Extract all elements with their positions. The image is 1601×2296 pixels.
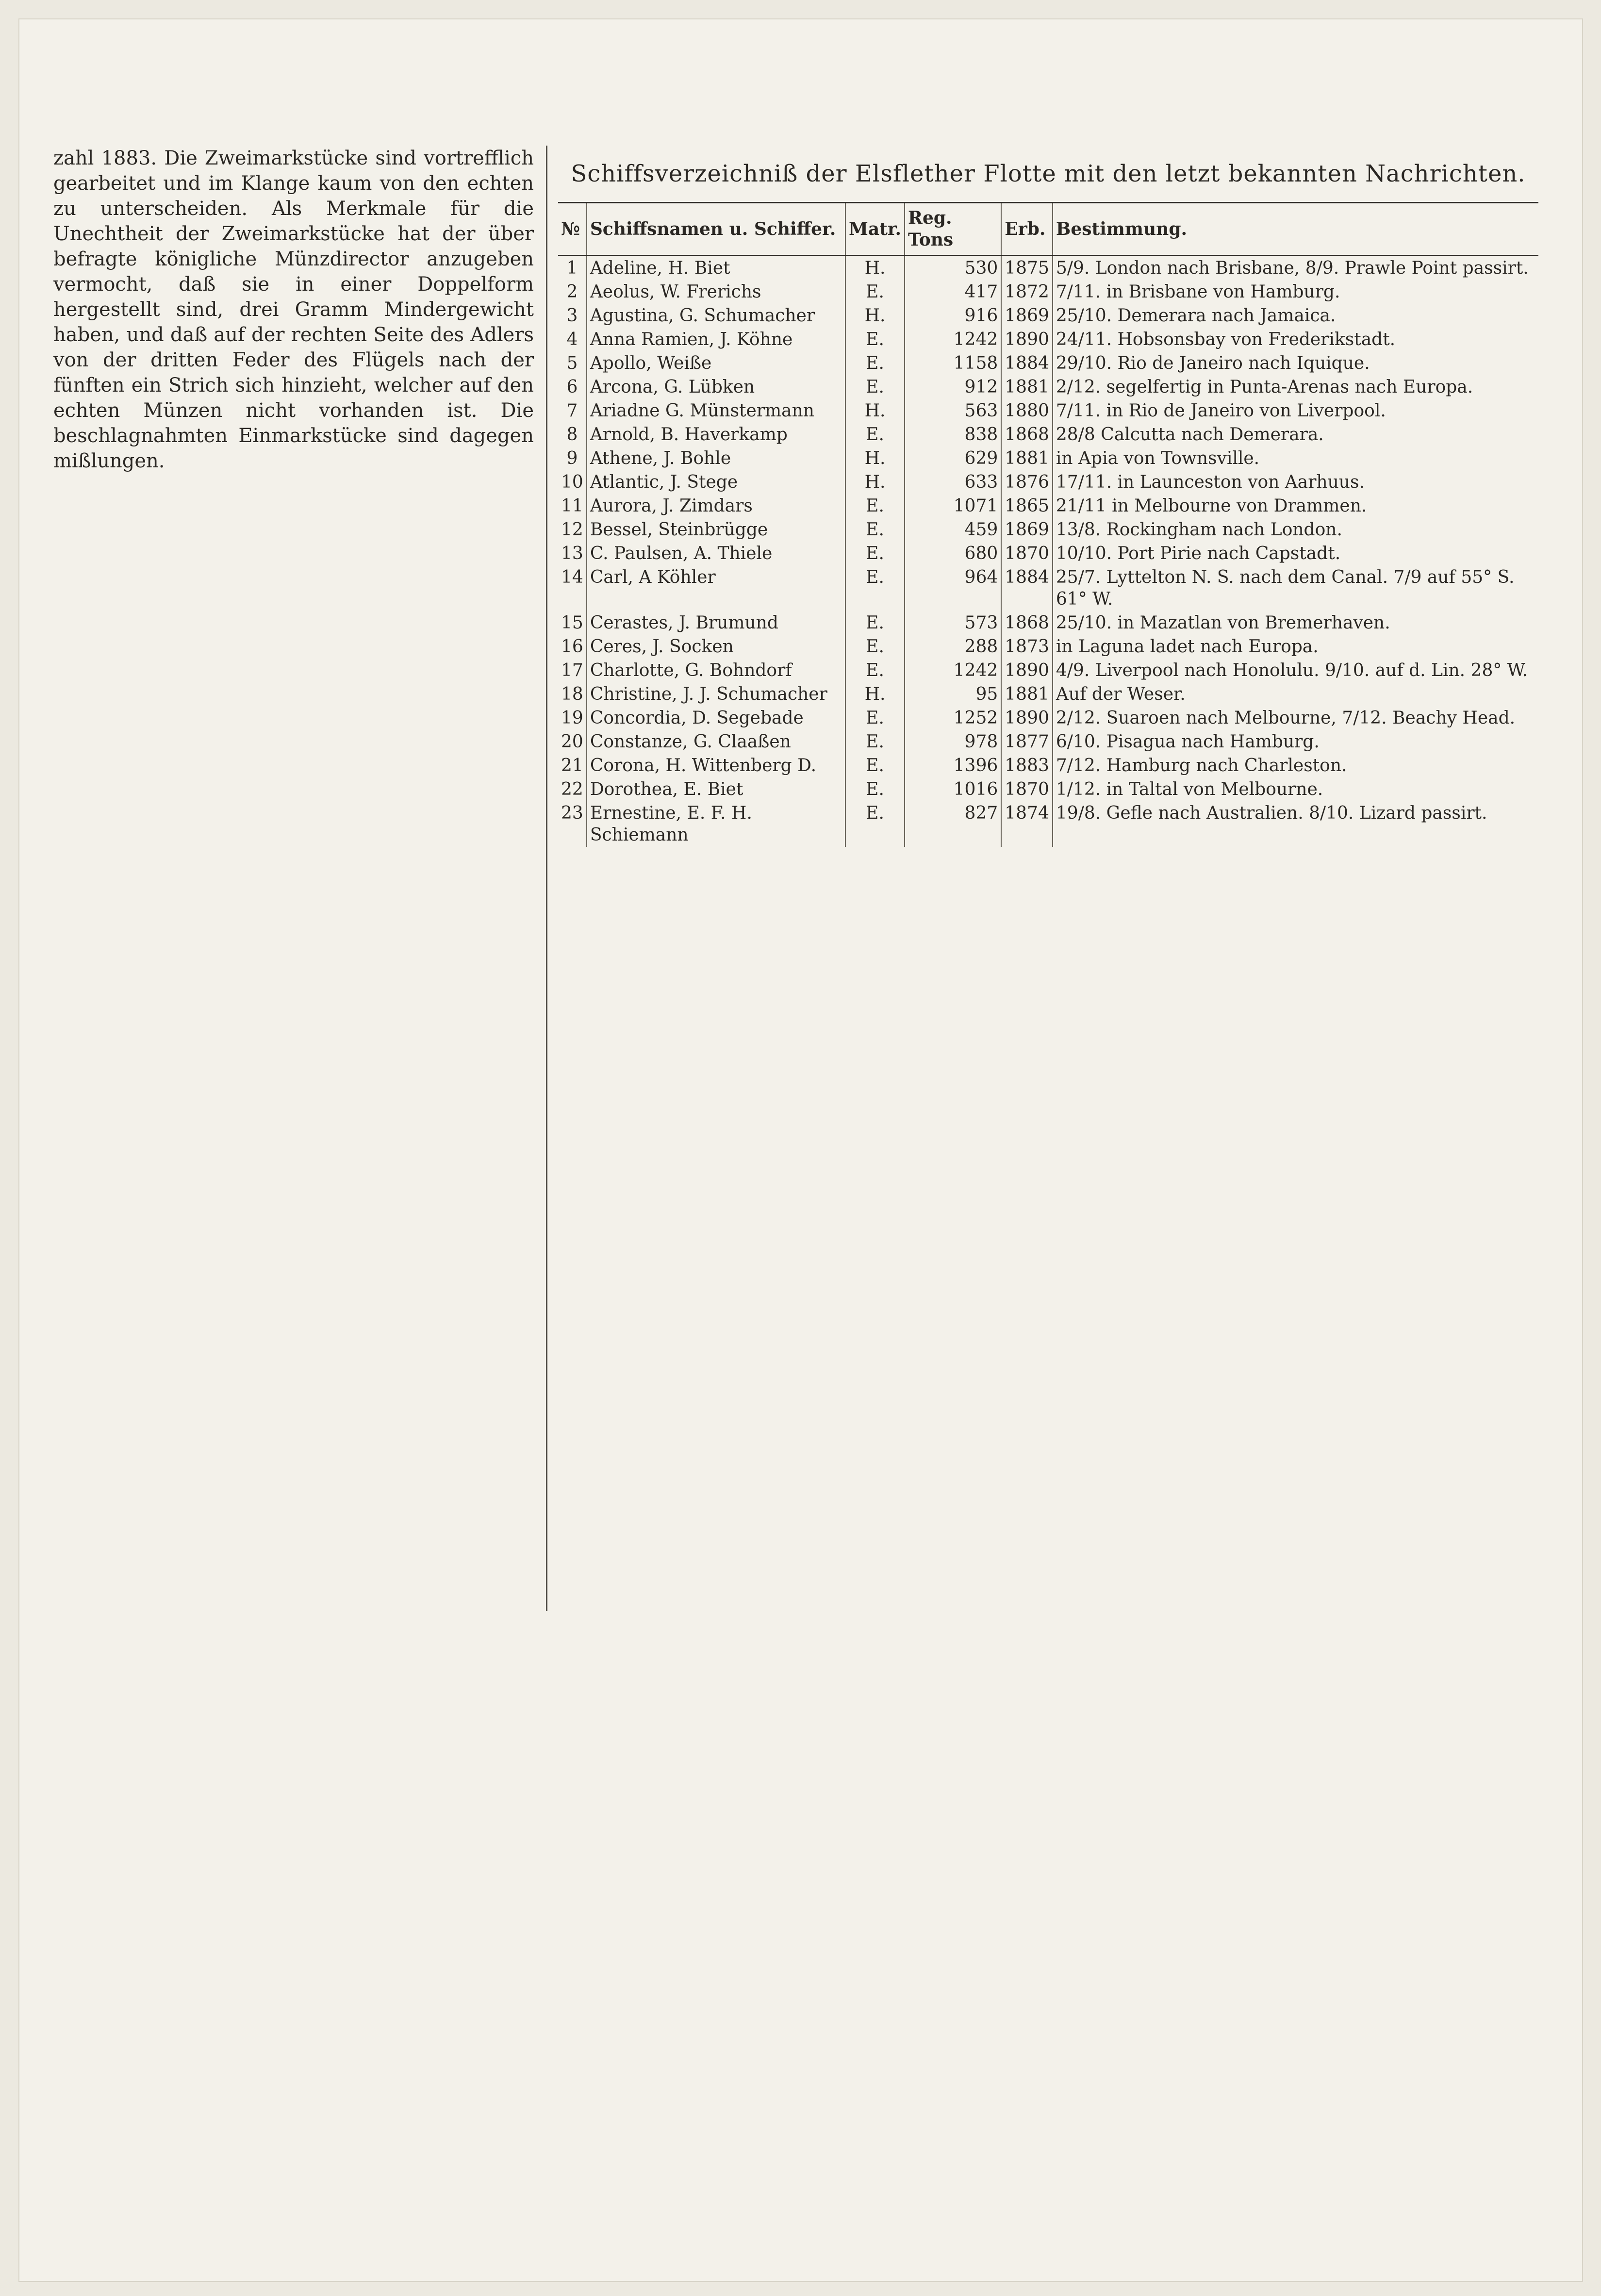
right-column xyxy=(558,160,1538,847)
ship-name: Constanze, G. Claaßen xyxy=(587,730,845,754)
ship-destination: 25/7. Lyttelton N. S. nach dem Canal. 7/9 auf 55° S. 61° W. xyxy=(1053,565,1538,611)
ship-destination: 13/8. Rockingham nach London. xyxy=(1053,518,1538,542)
ship-matrikel: E. xyxy=(845,730,905,754)
ship-matrikel: E. xyxy=(845,706,905,730)
ship-matrikel: E. xyxy=(845,280,905,304)
ship-number: 7 xyxy=(566,401,578,421)
ship-year: 1872 xyxy=(1001,280,1053,304)
ship-tons: 633 xyxy=(905,470,1001,494)
ship-matrikel: H. xyxy=(845,470,905,494)
ship-row xyxy=(558,659,1538,682)
ship-destination: 25/10. Demerara nach Jamaica. xyxy=(1053,304,1538,328)
ship-destination: 25/10. in Mazatlan von Bremerhaven. xyxy=(1053,611,1538,635)
ship-matrikel: E. xyxy=(845,351,905,375)
ship-name: Athene, J. Bohle xyxy=(587,446,845,470)
col-header-number: № xyxy=(558,203,587,256)
ship-row xyxy=(558,635,1538,659)
ship-destination: in Laguna ladet nach Europa. xyxy=(1053,635,1538,659)
ship-matrikel: E. xyxy=(845,375,905,399)
ship-tons: 1252 xyxy=(905,706,1001,730)
ship-number: 2 xyxy=(566,282,578,302)
ship-table-body xyxy=(558,256,1538,847)
ship-matrikel: E. xyxy=(845,494,905,518)
ship-destination: 28/8 Calcutta nach Demerara. xyxy=(1053,423,1538,446)
ship-tons: 629 xyxy=(905,446,1001,470)
ship-destination: 19/8. Gefle nach Australien. 8/10. Lizard passirt. xyxy=(1053,801,1538,847)
ship-number: 3 xyxy=(566,306,578,326)
ship-year: 1875 xyxy=(1001,256,1053,281)
ship-tons: 530 xyxy=(905,256,1001,281)
ship-tons: 288 xyxy=(905,635,1001,659)
ship-matrikel: H. xyxy=(845,304,905,328)
ship-tons: 1242 xyxy=(905,659,1001,682)
ship-number: 8 xyxy=(566,425,578,445)
ship-row xyxy=(558,494,1538,518)
ship-number: 10 xyxy=(561,472,583,492)
ship-number: 6 xyxy=(566,377,578,397)
left-column xyxy=(53,146,534,479)
ship-matrikel: E. xyxy=(845,542,905,565)
ship-row xyxy=(558,565,1538,611)
ship-name: Ernestine, E. F. H. Schiemann xyxy=(587,801,845,847)
ship-number: 11 xyxy=(561,496,583,516)
article-paragraph: zahl 1883. Die Zweimarkstücke sind vortrefflich gearbeitet und im Klange kaum von den echten zu unterscheiden. Als Merkmale für die Unechtheit der Zweimarkstücke hat der über befragte königliche Münzdirector anzugeben vermocht, daß sie in einer Doppelform hergestellt sind, drei Gramm Mindergewicht haben, und daß auf der rechten Seite des Adlers von der dritten Feder des Flügels nach der fünften ein Strich sich hinzieht, welcher auf den echten Münzen nicht vorhanden ist. Die beschlagnahmten Einmarkstücke sind dagegen mißlungen. xyxy=(53,147,534,472)
ship-destination: 17/11. in Launceston von Aarhuus. xyxy=(1053,470,1538,494)
col-header-destination: Bestimmung. xyxy=(1053,203,1538,256)
ship-matrikel: E. xyxy=(845,754,905,777)
ship-table-header-row xyxy=(558,203,1538,256)
ship-matrikel: H. xyxy=(845,256,905,281)
ship-row xyxy=(558,682,1538,706)
ship-name: Apollo, Weiße xyxy=(587,351,845,375)
ship-row xyxy=(558,801,1538,847)
ship-tons: 978 xyxy=(905,730,1001,754)
ship-tons: 827 xyxy=(905,801,1001,847)
ship-row xyxy=(558,470,1538,494)
ship-year: 1884 xyxy=(1001,351,1053,375)
ship-number: 23 xyxy=(561,803,583,823)
ship-tons: 964 xyxy=(905,565,1001,611)
ship-name: Arnold, B. Haverkamp xyxy=(587,423,845,446)
ship-tons: 838 xyxy=(905,423,1001,446)
ship-matrikel: H. xyxy=(845,682,905,706)
ship-matrikel: E. xyxy=(845,611,905,635)
newspaper-page xyxy=(19,19,1582,2281)
ship-name: Christine, J. J. Schumacher xyxy=(587,682,845,706)
ship-row xyxy=(558,542,1538,565)
ship-tons: 680 xyxy=(905,542,1001,565)
ship-name: Anna Ramien, J. Köhne xyxy=(587,328,845,351)
ship-matrikel: H. xyxy=(845,399,905,423)
ship-name: Agustina, G. Schumacher xyxy=(587,304,845,328)
ship-name: Ceres, J. Socken xyxy=(587,635,845,659)
ship-year: 1881 xyxy=(1001,375,1053,399)
ship-name: Charlotte, G. Bohndorf xyxy=(587,659,845,682)
ship-row xyxy=(558,611,1538,635)
ship-tons: 916 xyxy=(905,304,1001,328)
ship-name: Ariadne G. Münstermann xyxy=(587,399,845,423)
ship-row xyxy=(558,399,1538,423)
ship-matrikel: E. xyxy=(845,801,905,847)
ship-name: Carl, A Köhler xyxy=(587,565,845,611)
ship-matrikel: E. xyxy=(845,777,905,801)
ship-destination: 7/11. in Rio de Janeiro von Liverpool. xyxy=(1053,399,1538,423)
ship-tons: 573 xyxy=(905,611,1001,635)
ship-destination: 29/10. Rio de Janeiro nach Iquique. xyxy=(1053,351,1538,375)
ship-number: 9 xyxy=(566,448,578,468)
ship-name: Aurora, J. Zimdars xyxy=(587,494,845,518)
ship-number: 12 xyxy=(561,520,583,540)
ship-row xyxy=(558,754,1538,777)
ship-name: Atlantic, J. Stege xyxy=(587,470,845,494)
ship-tons: 1158 xyxy=(905,351,1001,375)
ship-number: 1 xyxy=(566,258,578,278)
ship-year: 1868 xyxy=(1001,611,1053,635)
ship-number: 14 xyxy=(561,567,583,587)
ship-matrikel: E. xyxy=(845,659,905,682)
ship-matrikel: E. xyxy=(845,565,905,611)
ship-year: 1877 xyxy=(1001,730,1053,754)
ship-year: 1881 xyxy=(1001,446,1053,470)
ship-number: 20 xyxy=(561,732,583,752)
ship-matrikel: E. xyxy=(845,635,905,659)
ship-year: 1890 xyxy=(1001,659,1053,682)
ship-destination: 4/9. Liverpool nach Honolulu. 9/10. auf d. Lin. 28° W. xyxy=(1053,659,1538,682)
ship-year: 1873 xyxy=(1001,635,1053,659)
ship-tons: 563 xyxy=(905,399,1001,423)
ship-row xyxy=(558,518,1538,542)
ship-year: 1870 xyxy=(1001,542,1053,565)
ship-tons: 459 xyxy=(905,518,1001,542)
ship-year: 1881 xyxy=(1001,682,1053,706)
ship-matrikel: E. xyxy=(845,423,905,446)
ship-number: 13 xyxy=(561,544,583,563)
ship-year: 1890 xyxy=(1001,706,1053,730)
ship-row xyxy=(558,328,1538,351)
ship-table xyxy=(558,202,1538,847)
ship-year: 1869 xyxy=(1001,518,1053,542)
ship-row xyxy=(558,730,1538,754)
ship-number: 16 xyxy=(561,637,583,657)
ship-number: 15 xyxy=(561,613,583,633)
ship-row xyxy=(558,375,1538,399)
ship-year: 1868 xyxy=(1001,423,1053,446)
ship-year: 1884 xyxy=(1001,565,1053,611)
ship-name: Cerastes, J. Brumund xyxy=(587,611,845,635)
ship-tons: 95 xyxy=(905,682,1001,706)
ship-row xyxy=(558,351,1538,375)
ship-list-title: Schiffsverzeichniß der Elsflether Flotte mit den letzt bekannten Nachrichten. xyxy=(571,160,1526,187)
ship-tons: 1071 xyxy=(905,494,1001,518)
ship-destination: 7/12. Hamburg nach Charleston. xyxy=(1053,754,1538,777)
ship-destination: 10/10. Port Pirie nach Capstadt. xyxy=(1053,542,1538,565)
ship-row xyxy=(558,280,1538,304)
ship-name: Adeline, H. Biet xyxy=(587,256,845,281)
ship-year: 1876 xyxy=(1001,470,1053,494)
ship-row xyxy=(558,777,1538,801)
ship-destination: 24/11. Hobsonsbay von Frederikstadt. xyxy=(1053,328,1538,351)
ship-destination: 2/12. Suaroen nach Melbourne, 7/12. Beachy Head. xyxy=(1053,706,1538,730)
ship-year: 1880 xyxy=(1001,399,1053,423)
ship-matrikel: E. xyxy=(845,518,905,542)
column-rule xyxy=(546,146,547,1611)
ship-name: C. Paulsen, A. Thiele xyxy=(587,542,845,565)
ship-tons: 1396 xyxy=(905,754,1001,777)
ship-tons: 1016 xyxy=(905,777,1001,801)
ship-name: Concordia, D. Segebade xyxy=(587,706,845,730)
ship-destination: 5/9. London nach Brisbane, 8/9. Prawle Point passirt. xyxy=(1053,256,1538,281)
ship-matrikel: H. xyxy=(845,446,905,470)
ship-number: 21 xyxy=(561,756,583,776)
ship-destination: 7/11. in Brisbane von Hamburg. xyxy=(1053,280,1538,304)
col-header-year: Erb. xyxy=(1001,203,1053,256)
ship-tons: 912 xyxy=(905,375,1001,399)
ship-year: 1874 xyxy=(1001,801,1053,847)
ship-year: 1865 xyxy=(1001,494,1053,518)
ship-tons: 1242 xyxy=(905,328,1001,351)
ship-destination: Auf der Weser. xyxy=(1053,682,1538,706)
ship-name: Arcona, G. Lübken xyxy=(587,375,845,399)
ship-destination: 1/12. in Taltal von Melbourne. xyxy=(1053,777,1538,801)
col-header-matrikel: Matr. xyxy=(845,203,905,256)
ship-year: 1890 xyxy=(1001,328,1053,351)
ship-row xyxy=(558,706,1538,730)
ship-year: 1883 xyxy=(1001,754,1053,777)
ship-row xyxy=(558,256,1538,281)
ship-matrikel: E. xyxy=(845,328,905,351)
ship-year: 1869 xyxy=(1001,304,1053,328)
ship-number: 4 xyxy=(566,330,578,349)
ship-destination: 21/11 in Melbourne von Drammen. xyxy=(1053,494,1538,518)
ship-tons: 417 xyxy=(905,280,1001,304)
ship-row xyxy=(558,423,1538,446)
col-header-ship: Schiffsnamen u. Schiffer. xyxy=(587,203,845,256)
ship-name: Dorothea, E. Biet xyxy=(587,777,845,801)
ship-destination: in Apia von Townsville. xyxy=(1053,446,1538,470)
ship-name: Aeolus, W. Frerichs xyxy=(587,280,845,304)
ship-number: 17 xyxy=(561,661,583,680)
ship-number: 19 xyxy=(561,708,583,728)
ship-year: 1870 xyxy=(1001,777,1053,801)
ship-destination: 6/10. Pisagua nach Hamburg. xyxy=(1053,730,1538,754)
ship-number: 22 xyxy=(561,779,583,799)
ship-row xyxy=(558,446,1538,470)
ship-row xyxy=(558,304,1538,328)
ship-destination: 2/12. segelfertig in Punta-Arenas nach Europa. xyxy=(1053,375,1538,399)
ship-number: 18 xyxy=(561,684,583,704)
col-header-tons: Reg. Tons xyxy=(905,203,1001,256)
ship-name: Corona, H. Wittenberg D. xyxy=(587,754,845,777)
ship-number: 5 xyxy=(566,353,578,373)
ship-name: Bessel, Steinbrügge xyxy=(587,518,845,542)
